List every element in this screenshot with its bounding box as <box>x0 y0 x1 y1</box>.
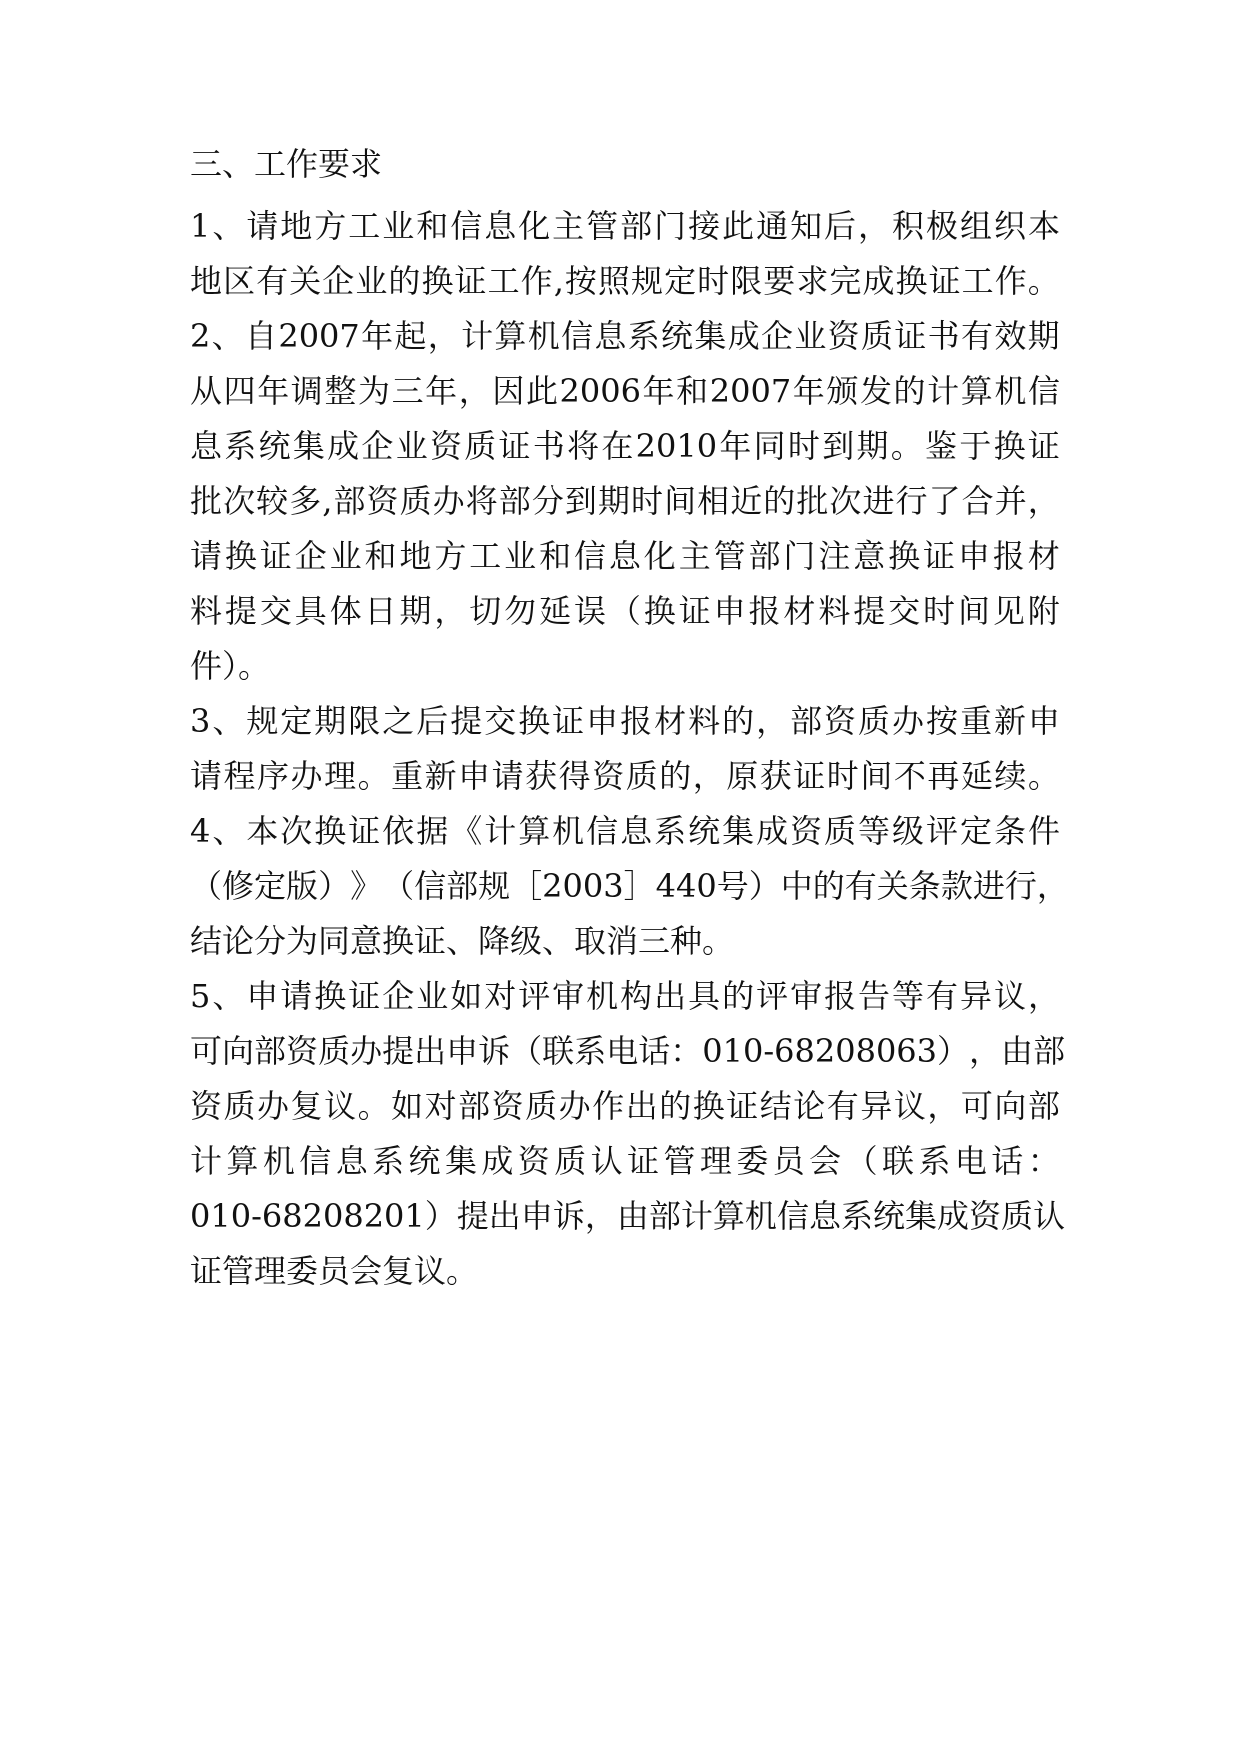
paragraph-line: 010-68208201 ） 提 出 申 诉 ， 由 部 计 算 机 信 息 系 统 集 成 资 质 认 <box>190 1197 1066 1235</box>
paragraph-line: 请 程 序 办 理 。 重 新 申 请 获 得 资 质 的 ， 原 获 证 时 间 不 再 延 续 。 <box>190 757 1060 795</box>
paragraph-line: 4 、 本 次 换 证 依 据 《 计 算 机 信 息 系 统 集 成 资 质 等 级 评 定 条 件 <box>190 812 1060 850</box>
paragraph-line: 资 质 办 复 议 。 如 对 部 资 质 办 作 出 的 换 证 结 论 有 异 议 ， 可 向 部 <box>190 1087 1060 1125</box>
paragraph-line: 件）。 <box>190 647 271 685</box>
paragraph-line: 息 系 统 集 成 企 业 资 质 证 书 将 在 2010 年 同 时 到 期 。 鉴 于 换 证 <box>190 427 1060 465</box>
paragraph-line: 批 次 较 多 , 部 资 质 办 将 部 分 到 期 时 间 相 近 的 批 次 进 行 了 合 并 ， <box>190 482 1060 520</box>
paragraph-line: 从 四 年 调 整 为 三 年 ， 因 此 2006 年 和 2007 年 颁 发 的 计 算 机 信 <box>190 372 1060 410</box>
paragraph-line: （ 修 定 版 ） 》 （ 信 部 规 ［ 2003 ］ 440 号 ） 中 的 有 关 条 款 进 行 ， <box>190 867 1069 905</box>
paragraph-line: 1 、 请 地 方 工 业 和 信 息 化 主 管 部 门 接 此 通 知 后 ， 积 极 组 织 本 <box>190 207 1060 245</box>
paragraph-line: 料 提 交 具 体 日 期 ， 切 勿 延 误 （ 换 证 申 报 材 料 提 交 时 间 见 附 <box>190 592 1060 630</box>
paragraph-line: 2 、 自 2007 年 起 ， 计 算 机 信 息 系 统 集 成 企 业 资 质 证 书 有 效 期 <box>190 317 1060 355</box>
paragraph-line: 可 向 部 资 质 办 提 出 申 诉 （ 联 系 电 话 ： 010-68208063 ） ， 由 部 <box>190 1032 1066 1070</box>
section-heading: 三、工作要求 <box>190 145 383 183</box>
paragraph-line: 3 、 规 定 期 限 之 后 提 交 换 证 申 报 材 料 的 ， 部 资 质 办 按 重 新 申 <box>190 702 1060 740</box>
paragraph-line: 计 算 机 信 息 系 统 集 成 资 质 认 证 管 理 委 员 会 （ 联 系 电 话 ： <box>190 1142 1060 1180</box>
paragraph-line: 地 区 有 关 企 业 的 换 证 工 作 , 按 照 规 定 时 限 要 求 完 成 换 证 工 作 。 <box>190 262 1060 300</box>
paragraph-line: 请 换 证 企 业 和 地 方 工 业 和 信 息 化 主 管 部 门 注 意 换 证 申 报 材 <box>190 537 1060 575</box>
paragraph-line: 5 、 申 请 换 证 企 业 如 对 评 审 机 构 出 具 的 评 审 报 告 等 有 异 议 ， <box>190 977 1060 1015</box>
paragraph-line: 结论分为同意换证、降级、取消三种。 <box>190 922 735 960</box>
paragraph-line: 证管理委员会复议。 <box>190 1252 479 1290</box>
